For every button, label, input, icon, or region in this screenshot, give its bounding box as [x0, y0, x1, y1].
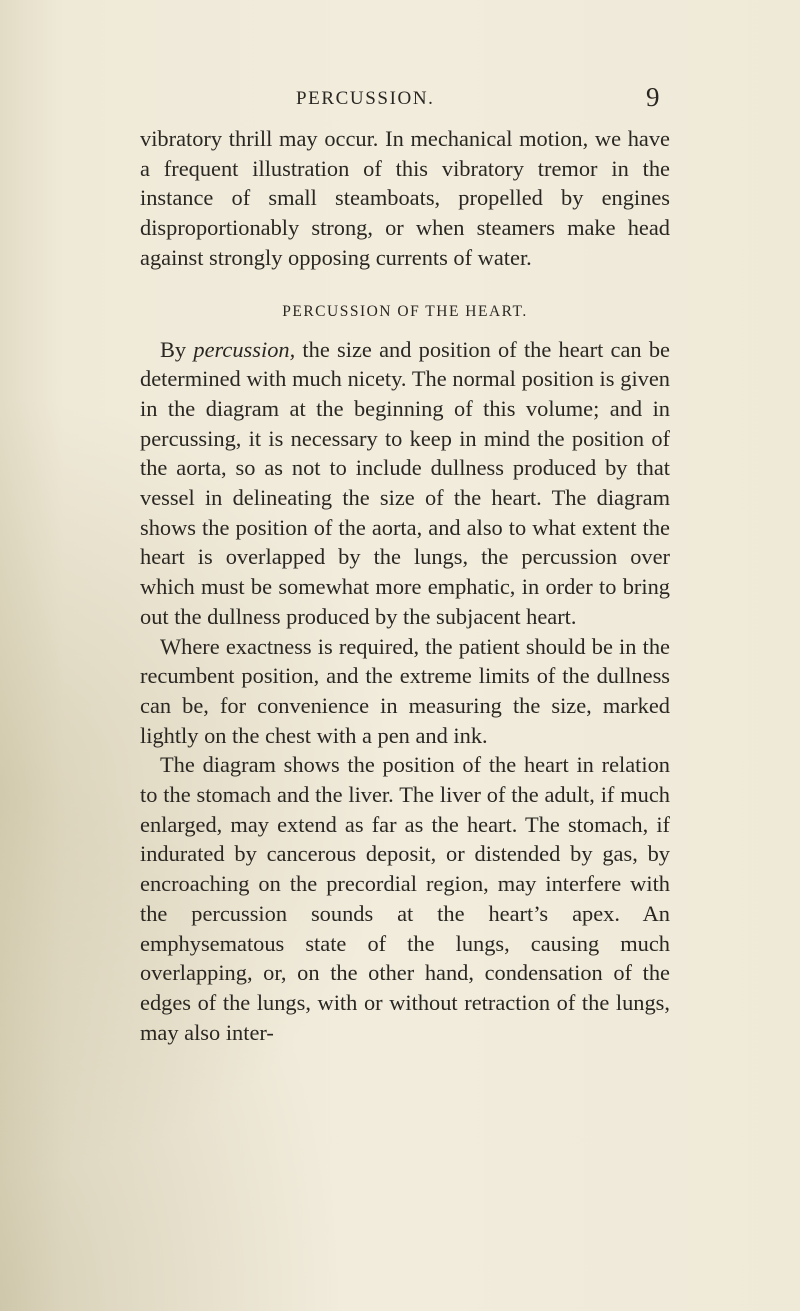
paragraph-percussion-text: the size and position of the heart can be determined with much nicety. The normal position is given in the diagram at the beginning of this volume; and in percussing, it is necessary to keep in mind the position of the aorta, so as not to include dullness produced by that vessel in delineating the size of the heart. The diagram shows the position of the aorta, and also to what extent the heart is overlapped by the lungs, the percussion over which must be somewhat more emphatic, in order to bring out the dullness produced by the subjacent heart. — [140, 336, 670, 629]
paragraph-percussion — [140, 335, 670, 632]
page-number: 9 — [646, 82, 660, 112]
paragraph-lead-word: By — [160, 336, 187, 362]
paragraph-stomach-liver: The diagram shows the position of the heart in relation to the stomach and the liver. The liver of the adult, if much enlarged, may extend as far as the heart. The stomach, if indurated by cancerous deposit, or distended by gas, by encroaching on the precordial region, may interfere with the percussion sounds at the heart’s apex. An emphysematous state of the lungs, causing much overlapping, or, on the other hand, condensation of the edges of the lungs, with or without retraction of the lungs, may also inter- — [140, 752, 670, 1045]
paragraph-exactness: Where exactness is required, the patient should be in the recumbent position, and the extreme limits of the dullness can be, for convenience in measuring the size, marked lightly on the chest with a pen and ink. — [140, 633, 670, 748]
paragraph-vibratory-thrill: vibratory thrill may occur. In mechanical motion, we have a frequent illustration of this vibratory tremor in the instance of small steamboats, propelled by engines disproportionably strong, or when steamers make head against strongly opposing currents of water. — [140, 126, 670, 270]
running-title: PERCUSSION. — [296, 88, 435, 109]
section-heading: PERCUSSION OF THE HEART. — [282, 302, 528, 320]
running-head — [0, 82, 800, 118]
body-text — [140, 124, 670, 1047]
emphasized-term: percussion, — [193, 336, 296, 362]
